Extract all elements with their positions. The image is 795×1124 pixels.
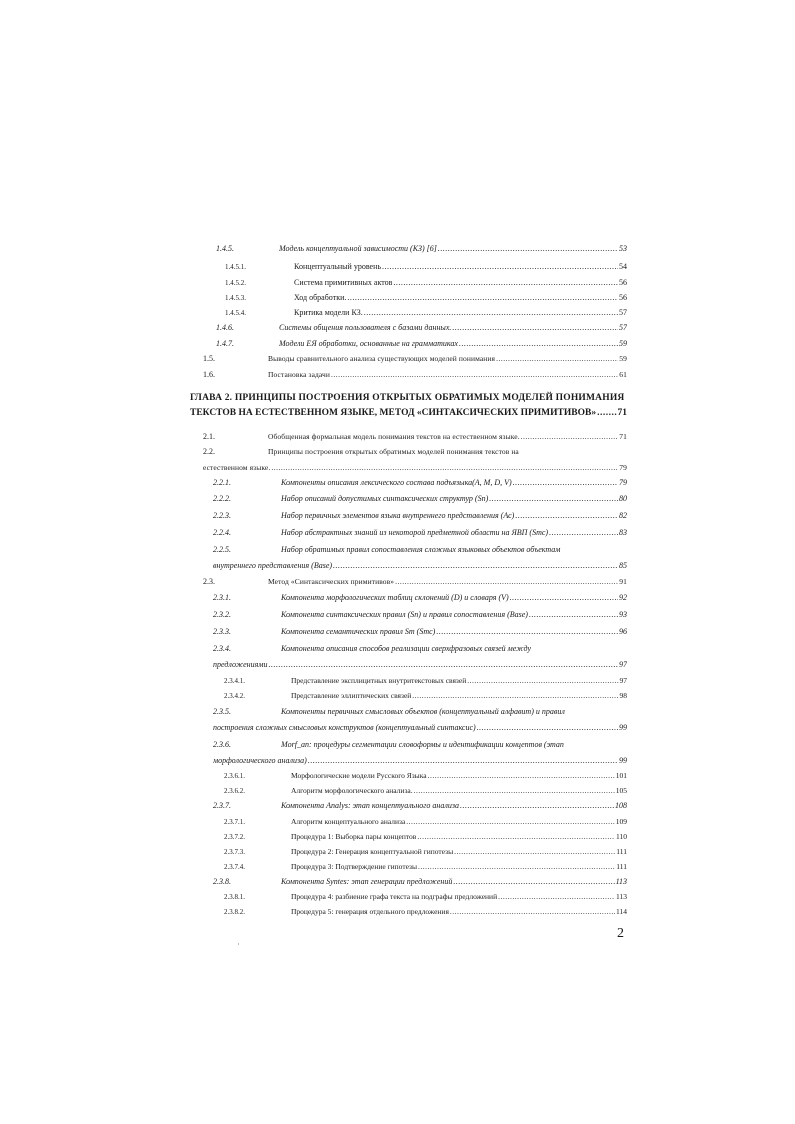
toc-entry: [0, 861, 795, 873]
entry-page: 113: [615, 877, 627, 886]
chapter-page: 71: [617, 408, 627, 418]
entry-leader: [268, 576, 627, 588]
toc-entry: [0, 527, 795, 539]
entry-leader: [281, 527, 627, 539]
entry-page: 82: [619, 511, 627, 520]
toc-entry: [0, 307, 795, 319]
entry-title: Представление эксплицитных внутритекстовых связей: [291, 676, 467, 685]
entry-title-line1: Набор обратимых правил сопоставления сложных языковых объектов объектам: [281, 545, 561, 554]
entry-title: Набор описаний допустимых синтаксических структур (Sn): [281, 494, 489, 503]
toc-entry: [0, 816, 795, 828]
entry-leader: [279, 338, 627, 350]
toc-entry: [0, 592, 795, 604]
entry-title-line1: Компонента описания способов реализации сверхфразовых связей между: [281, 644, 532, 653]
entry-leader: [291, 785, 627, 797]
entry-title-line1: Компоненты первичных смысловых объектов (концептуальный алфавит) и правил: [281, 707, 565, 716]
entry-number: 2.2.2.: [213, 494, 231, 503]
toc-entry: [0, 609, 795, 621]
entry-page: 53: [619, 244, 627, 253]
entry-number: 2.3.1.: [213, 593, 231, 602]
chapter-heading-line2: [190, 407, 627, 419]
entry-title: Компонента Analys: этап концептуального анализа: [281, 801, 459, 810]
entry-page: 61: [619, 370, 627, 379]
toc-entry: [0, 876, 795, 888]
entry-number: 2.3.7.3.: [224, 848, 245, 856]
entry-page: 92: [619, 593, 627, 602]
toc-entry: [0, 493, 795, 505]
entry-leader: [213, 755, 627, 767]
toc-entry-continuation: [0, 659, 795, 671]
entry-number: 2.3.8.: [213, 877, 231, 886]
entry-number: 1.4.5.2.: [225, 279, 246, 287]
entry-page: 57: [619, 323, 627, 332]
entry-title: Набор первичных элементов языка внутреннего представления (Ас): [281, 511, 515, 520]
entry-page: 59: [619, 354, 627, 363]
entry-page: 97: [619, 676, 627, 685]
entry-leader: [294, 277, 627, 289]
entry-title: Модель концептуальной зависимости (КЗ) [6]: [279, 244, 437, 253]
entry-leader: [291, 906, 627, 918]
entry-page: 96: [619, 627, 627, 636]
scan-mark: [238, 943, 239, 945]
entry-number: 2.3.8.2.: [224, 908, 245, 916]
entry-page: 91: [619, 577, 627, 586]
entry-title: Процедура 1: Выборка пары концептов: [291, 832, 417, 841]
entry-page: 109: [615, 817, 627, 826]
toc-entry: [0, 626, 795, 638]
entry-title-line2: внутреннего представления (Base): [213, 561, 333, 570]
entry-page: 113: [616, 892, 627, 901]
entry-title: Алгоритм морфологического анализа.: [291, 786, 413, 795]
entry-leader: [281, 609, 627, 621]
toc-entry: [0, 576, 795, 588]
entry-leader: [291, 831, 627, 843]
entry-number: 1.4.7.: [216, 339, 234, 348]
entry-title: Критика модели КЗ.: [294, 308, 363, 317]
toc-entry: [0, 891, 795, 903]
entry-number: 2.3.4.2.: [224, 692, 245, 700]
entry-leader: [213, 560, 627, 572]
entry-number: 2.2.4.: [213, 528, 231, 537]
entry-number: 2.3.4.1.: [224, 677, 245, 685]
toc-entry: [0, 706, 795, 718]
entry-number: 2.3.5.: [213, 707, 231, 716]
entry-title: Компонента морфологических таблиц склонений (D) и словаря (V): [281, 593, 509, 602]
chapter-heading-line1: ГЛАВА 2. ПРИНЦИПЫ ПОСТРОЕНИЯ ОТКРЫТЫХ ОБРАТИМЫХ МОДЕЛЕЙ ПОНИМАНИЯ: [190, 393, 625, 403]
entry-page: 105: [615, 786, 627, 795]
entry-leader: [268, 431, 627, 443]
entry-title: Процедура 5: генерация отдельного предложения: [291, 907, 449, 916]
entry-page: 93: [619, 610, 627, 619]
entry-number: 1.5.: [203, 354, 215, 363]
entry-page: 54: [619, 262, 627, 271]
entry-leader: [279, 243, 627, 255]
entry-page: 108: [615, 801, 627, 810]
entry-page: 80: [619, 494, 627, 503]
entry-page: 98: [619, 691, 627, 700]
entry-page: 114: [616, 907, 627, 916]
entry-leader: [281, 493, 627, 505]
entry-leader: [294, 292, 627, 304]
entry-title: Модели ЕЯ обработки, основанные на грамматиках: [279, 339, 458, 348]
toc-entry: [0, 800, 795, 812]
entry-page: 79: [619, 478, 627, 487]
toc-entry: [0, 739, 795, 751]
page-number: 2: [617, 926, 624, 941]
entry-title: Алгоритм концептуального анализа: [291, 817, 406, 826]
entry-number: 1.4.5.3.: [225, 294, 246, 302]
toc-entry: [0, 292, 795, 304]
entry-number: 1.6.: [203, 370, 215, 379]
toc-entry: [0, 831, 795, 843]
toc-entry: [0, 510, 795, 522]
entry-number: 1.4.5.4.: [225, 309, 246, 317]
entry-page: 110: [616, 832, 627, 841]
entry-page: 111: [616, 862, 627, 871]
toc-entry: [0, 277, 795, 289]
entry-title-line2: предложениями: [213, 660, 268, 669]
entry-leader: [279, 322, 627, 334]
entry-leader: [281, 626, 627, 638]
entry-page: 79: [619, 463, 627, 472]
entry-page: 71: [619, 432, 627, 441]
entry-number: 1.4.6.: [216, 323, 234, 332]
entry-number: 2.3.6.2.: [224, 787, 245, 795]
entry-page: 56: [619, 278, 627, 287]
entry-title: Компонента семантических правил Sm (Smc): [281, 627, 436, 636]
entry-title: Метод «Синтаксических примитивов»: [268, 577, 395, 586]
entry-number: 2.3.7.1.: [224, 818, 245, 826]
entry-number: 2.2.1.: [213, 478, 231, 487]
entry-title-line2: морфологического анализа): [213, 756, 307, 765]
entry-leader: [281, 592, 627, 604]
entry-title: Постановка задачи: [268, 370, 331, 379]
toc-entry: [0, 690, 795, 702]
entry-leader: [268, 353, 627, 365]
toc-entry: [0, 431, 795, 443]
toc-entry: [0, 846, 795, 858]
entry-page: 56: [619, 293, 627, 302]
toc-entry: [0, 643, 795, 655]
entry-title: Система примитивных актов: [294, 278, 393, 287]
entry-title-line1: Morf_an: процедуры сегментации словоформы и идентификации концептов (этап: [281, 740, 564, 749]
entry-title-line1: Принципы построения открытых обратимых моделей понимания текстов на: [268, 447, 519, 456]
entry-title: Обобщенная формальная модель понимания текстов на естественном языке.: [268, 432, 520, 441]
entry-title: Компонента синтаксических правил (Sn) и правил сопоставления (Base): [281, 610, 528, 619]
entry-leader: [281, 876, 627, 888]
entry-page: 83: [619, 528, 627, 537]
entry-number: 2.2.5.: [213, 545, 231, 554]
entry-number: 2.3.8.1.: [224, 893, 245, 901]
entry-title: Представление эллиптических связей: [291, 691, 412, 700]
entry-page: 97: [619, 660, 627, 669]
toc-entry-continuation: [0, 755, 795, 767]
toc-entry: [0, 338, 795, 350]
entry-leader: [203, 462, 627, 474]
entry-number: 2.2.: [203, 447, 215, 456]
entry-leader: [213, 659, 627, 671]
toc-entry: [0, 322, 795, 334]
toc-entry: [0, 675, 795, 687]
entry-title-line2: построения сложных смысловых конструктов (концептуальный синтаксис): [213, 723, 476, 732]
entry-title-line2: естественном языке.: [203, 463, 271, 472]
entry-title: Концептуальный уровень: [294, 262, 382, 271]
toc-entry: [0, 785, 795, 797]
entry-number: 2.3.4.: [213, 644, 231, 653]
entry-title: Компоненты описания лексического состава подъязыка(A, M, D, V): [281, 478, 512, 487]
entry-page: 99: [619, 723, 627, 732]
entry-leader: [294, 307, 627, 319]
entry-page: 59: [619, 339, 627, 348]
entry-page: 111: [616, 847, 627, 856]
toc-entry-continuation: [0, 560, 795, 572]
toc-entry: [0, 906, 795, 918]
entry-number: 2.3.6.1.: [224, 772, 245, 780]
entry-leader: [281, 510, 627, 522]
entry-title: Ход обработки.: [294, 293, 347, 302]
entry-number: 2.3.6.: [213, 740, 231, 749]
entry-title: Морфологические модели Русского Языка: [291, 771, 427, 780]
entry-title: Процедура 3: Подтверждение гипотезы: [291, 862, 418, 871]
entry-leader: [281, 477, 627, 489]
entry-leader: [213, 722, 627, 734]
entry-number: 2.2.3.: [213, 511, 231, 520]
entry-number: 2.3.7.4.: [224, 863, 245, 871]
toc-entry: [0, 243, 795, 255]
toc-entry-continuation: [0, 722, 795, 734]
chapter-heading-text: ТЕКСТОВ НА ЕСТЕСТВЕННОМ ЯЗЫКЕ, МЕТОД «СИНТАКСИЧЕСКИХ ПРИМИТИВОВ»: [190, 408, 597, 418]
entry-title: Компонента Syntes: этап генерации предложений: [281, 877, 453, 886]
entry-page: 57: [619, 308, 627, 317]
entry-leader: [291, 846, 627, 858]
entry-title: Процедура 2: Генерация концептуальной гипотезы: [291, 847, 454, 856]
toc-entry: [0, 446, 795, 458]
entry-leader: [291, 770, 627, 782]
entry-leader: [291, 675, 627, 687]
toc-entry: [0, 369, 795, 381]
toc-entry-continuation: [0, 462, 795, 474]
toc-entry: [0, 353, 795, 365]
toc-entry: [0, 261, 795, 273]
entry-page: 85: [619, 561, 627, 570]
entry-number: 2.1.: [203, 432, 215, 441]
toc-entry: [0, 544, 795, 556]
entry-title: Процедура 4: разбиение графа текста на подграфы предложений: [291, 892, 498, 901]
entry-page: 99: [619, 756, 627, 765]
entry-leader: [291, 690, 627, 702]
entry-leader: [268, 369, 627, 381]
entry-leader: [291, 891, 627, 903]
entry-title: Системы общения пользователя с базами данных.: [279, 323, 452, 332]
entry-number: 2.3.: [203, 577, 215, 586]
entry-page: 101: [615, 771, 627, 780]
entry-number: 1.4.5.: [216, 244, 234, 253]
entry-leader: [281, 800, 627, 812]
entry-title: Набор абстрактных знаний из некоторой предметной области на ЯВП (Smc): [281, 528, 549, 537]
entry-title: Выводы сравнительного анализа существующих моделей понимания: [268, 354, 496, 363]
entry-number: 2.3.7.2.: [224, 833, 245, 841]
entry-number: 2.3.3.: [213, 627, 231, 636]
toc-entry: [0, 770, 795, 782]
entry-number: 2.3.7.: [213, 801, 231, 810]
entry-number: 2.3.2.: [213, 610, 231, 619]
entry-leader: [291, 861, 627, 873]
entry-number: 1.4.5.1.: [225, 263, 246, 271]
entry-leader: [294, 261, 627, 273]
toc-entry: [0, 477, 795, 489]
entry-leader: [291, 816, 627, 828]
